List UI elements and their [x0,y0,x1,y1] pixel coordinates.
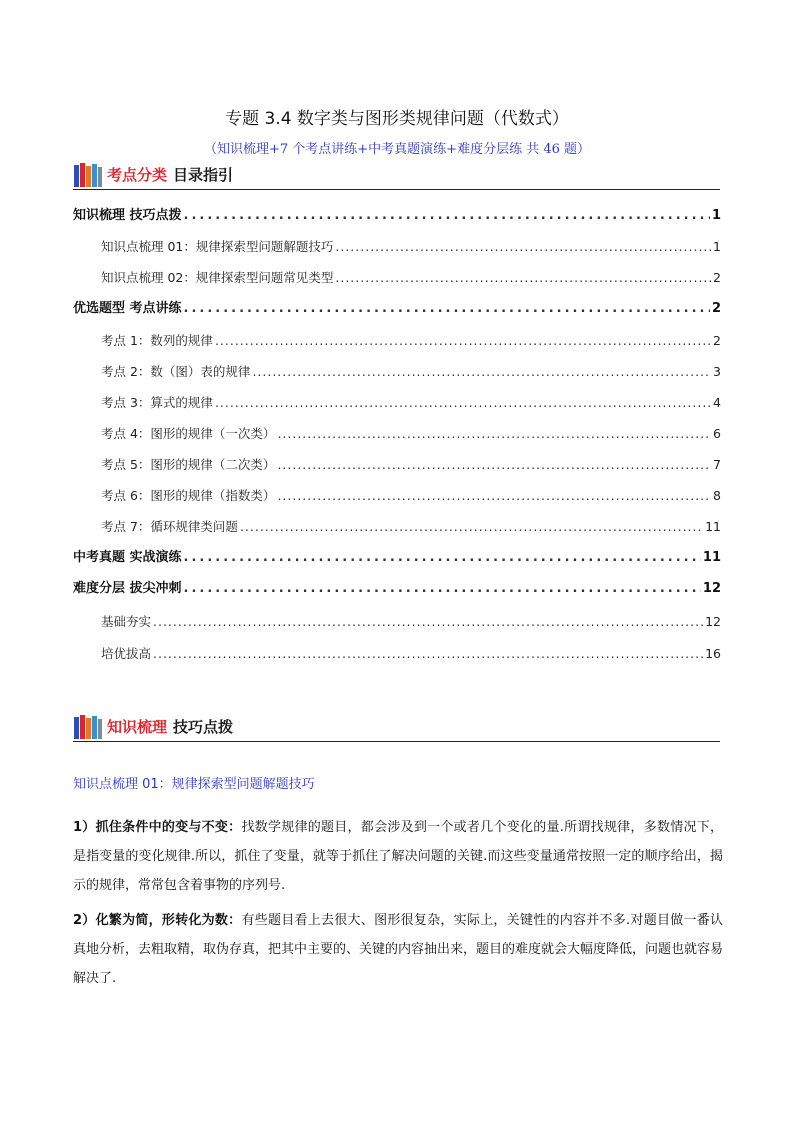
toc-leader-dots [277,456,711,474]
toc-entry-text: 基础夯实 [101,614,152,629]
toc-entry-page: 4 [713,395,721,410]
toc-entry-page: 2 [711,301,721,316]
paragraph-lead: 2）化繁为简，形转化为数： [73,913,242,928]
toc-entry[interactable] [101,487,721,505]
toc-section-header [73,162,720,190]
toc-leader-dots [215,332,711,350]
toc-entry-page: 1 [713,239,721,254]
toc-entry[interactable] [101,518,721,536]
toc-section-label [107,164,233,185]
knowledge-section-label-red: 知识梳理 [107,718,168,736]
toc-leader-dots [184,549,701,567]
toc-entry-text: 难度分层 拔尖冲刺 [73,581,182,596]
toc-entry-page: 11 [702,550,721,565]
toc-entry-text: 考点 2：数（图）表的规律 [101,364,251,379]
toc-leader-dots [153,613,703,631]
toc-section-label-dark: 目录指引 [173,166,234,184]
toc-leader-dots [153,645,703,663]
section-divider [73,741,720,743]
toc-entry-text: 考点 3：算式的规律 [101,395,213,410]
toc-entry-page: 8 [713,488,721,503]
paragraph-body: 有些题目看上去很大、图形很复杂，实际上，关键性的内容并不多.对题目做一番认真地分析，去粗取精，取伪存真，把其中主要的、关键的内容抽出来，题目的难度就会大幅度降低，问题也就容易解决了. [73,913,724,986]
toc-entry-page: 12 [705,614,721,629]
toc-entry[interactable] [101,613,721,631]
toc-leader-dots [240,518,703,536]
toc-entry[interactable] [101,645,721,663]
toc-leader-dots [252,363,711,381]
toc-leader-dots [184,580,701,598]
toc-leader-dots [277,487,711,505]
toc-entry[interactable] [101,394,721,412]
books-icon [73,714,103,740]
toc-entry-text: 考点 7：循环规律类问题 [101,519,238,534]
toc-entry-text: 考点 6：图形的规律（指数类） [101,488,276,503]
toc-entry-text: 考点 1：数列的规律 [101,333,213,348]
paragraph-body: 找数学规律的题目，都会涉及到一个或者几个变化的量.所谓找规律，多数情况下，是指变量的变化规律.所以，抓住了变量，就等于抓住了解决问题的关键.而这些变量通常按照一定的顺序给出，揭示的规律，常常包含着事物的序列号. [73,820,723,893]
toc-entry-text: 知识点梳理 02：规律探索型问题常见类型 [101,270,334,285]
toc-entry[interactable] [73,300,721,318]
books-icon [73,162,103,188]
toc-entry[interactable] [73,580,721,598]
toc-entry[interactable] [101,456,721,474]
toc-entry-page: 1 [711,208,721,223]
toc-entry-page: 2 [713,270,721,285]
toc-entry-page: 3 [713,364,721,379]
toc-entry-text: 培优拔高 [101,646,152,661]
toc-leader-dots [184,300,710,318]
toc-leader-dots [335,269,711,287]
toc-entry[interactable] [101,425,721,443]
toc-section-label-red: 考点分类 [107,166,168,184]
knowledge-section-header [73,714,720,742]
toc-entry-text: 中考真题 实战演练 [73,550,182,565]
page-title: 专题 3.4 数字类与图形类规律问题（代数式） [225,109,569,129]
toc-entry-text: 知识点梳理 01：规律探索型问题解题技巧 [101,239,334,254]
knowledge-subheading: 知识点梳理 01：规律探索型问题解题技巧 [73,777,315,792]
toc-entry-page: 16 [705,646,721,661]
toc-entry-page: 6 [713,426,721,441]
toc-entry-page: 2 [713,333,721,348]
page-subtitle: （知识梳理+7 个考点讲练+中考真题演练+难度分层练 共 46 题） [203,142,591,157]
toc-leader-dots [215,394,711,412]
paragraph-lead: 1）抓住条件中的变与不变： [73,820,242,835]
toc-leader-dots [277,425,711,443]
toc-entry[interactable] [101,238,721,256]
toc-entry[interactable] [101,332,721,350]
toc-entry-page: 12 [702,581,721,596]
toc-entry-page: 7 [713,457,721,472]
section-divider [73,189,720,191]
toc-entry-text: 知识梳理 技巧点拨 [73,208,182,223]
toc-leader-dots [184,207,710,225]
toc-entry[interactable] [101,269,721,287]
toc-entry[interactable] [73,207,721,225]
knowledge-paragraph [73,813,723,900]
toc-entry-text: 考点 4：图形的规律（一次类） [101,426,276,441]
knowledge-paragraph [73,906,723,993]
toc-leader-dots [335,238,711,256]
knowledge-section-label [107,716,233,737]
toc-entry[interactable] [73,549,721,567]
toc-entry[interactable] [101,363,721,381]
knowledge-section-label-dark: 技巧点拨 [173,718,234,736]
toc-entry-page: 11 [705,519,721,534]
toc-entry-text: 考点 5：图形的规律（二次类） [101,457,276,472]
toc-entry-text: 优选题型 考点讲练 [73,301,182,316]
